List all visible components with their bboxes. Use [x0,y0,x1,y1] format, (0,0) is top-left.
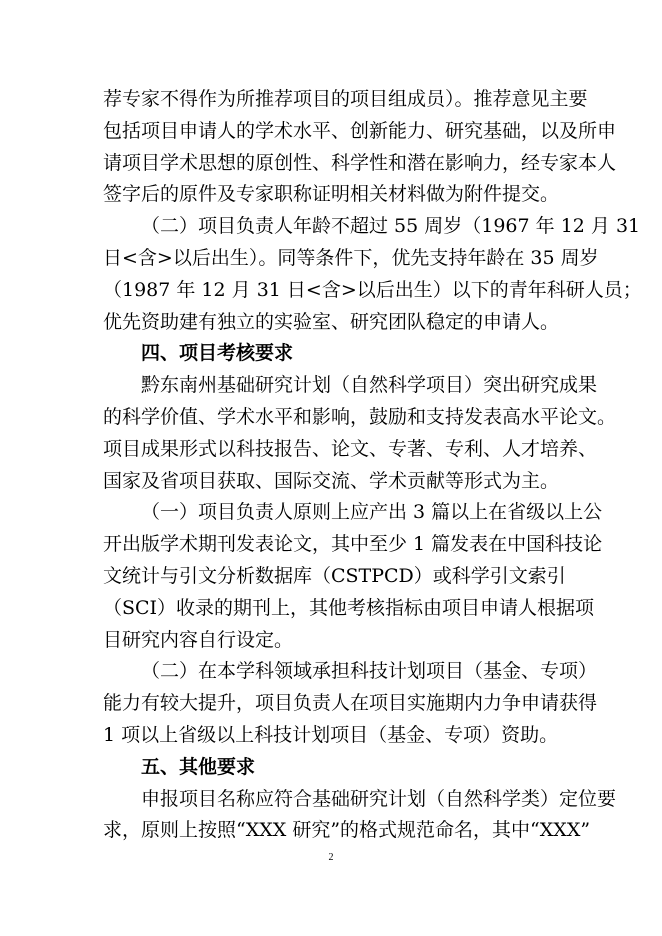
text-line: 1 项以上省级以上科技计划项目（基金、专项）资助。 [103,723,559,746]
text-line: 开出版学术期刊发表论文，其中至少 1 篇发表在中国科技论 [103,533,603,556]
text-line: （二）项目负责人年龄不超过 55 周岁（1967 年 12 月 31 [141,215,641,238]
text-line: 目研究内容自行设定。 [103,628,294,651]
text-line: （二）在本学科领域承担科技计划项目（基金、专项） [141,660,598,683]
text-line: 文统计与引文分析数据库（CSTPCD）或科学引文索引 [103,564,566,587]
text-line: 申报项目名称应符合基础研究计划（自然科学类）定位要 [141,787,617,810]
text-line: （一）项目负责人原则上应产出 3 篇以上在省级以上公 [141,501,603,524]
text-line: 请项目学术思想的原创性、科学性和潜在影响力，经专家本人 [103,151,617,174]
text-line: 国家及省项目获取、国际交流、学术贡献等形式为主。 [103,469,560,492]
section-heading: 四、项目考核要求 [141,342,294,365]
text-line: 的科学价值、学术水平和影响，鼓励和支持发表高水平论文。 [103,405,617,428]
page-number: 2 [328,852,334,863]
text-line: 黔东南州基础研究计划（自然科学项目）突出研究成果 [141,374,598,397]
text-line: 项目成果形式以科技报告、论文、专著、专利、人才培养、 [103,437,598,460]
text-line: 能力有较大提升，项目负责人在项目实施期内力争申请获得 [103,692,598,715]
text-line: （1987 年 12 月 31 日<含>以后出生）以下的青年科研人员； [103,278,642,301]
text-line: 荐专家不得作为所推荐项目的项目组成员）。推荐意见主要 [103,88,588,110]
text-line: 优先资助建有独立的实验室、研究团队稳定的申请人。 [103,310,560,333]
text-line: 日<含>以后出生）。同等条件下，优先支持年龄在 35 周岁 [103,246,599,269]
text-line: 签字后的原件及专家职称证明相关材料做为附件提交。 [103,183,560,206]
text-line: 求，原则上按照“XXX 研究”的格式规范命名，其中“XXX” [103,819,591,842]
section-heading: 五、其他要求 [141,755,256,778]
text-line: （SCI）收录的期刊上，其他考核指标由项目申请人根据项 [103,596,595,619]
document-body [103,84,642,847]
text-line: 包括项目申请人的学术水平、创新能力、研究基础，以及所申 [103,119,617,142]
